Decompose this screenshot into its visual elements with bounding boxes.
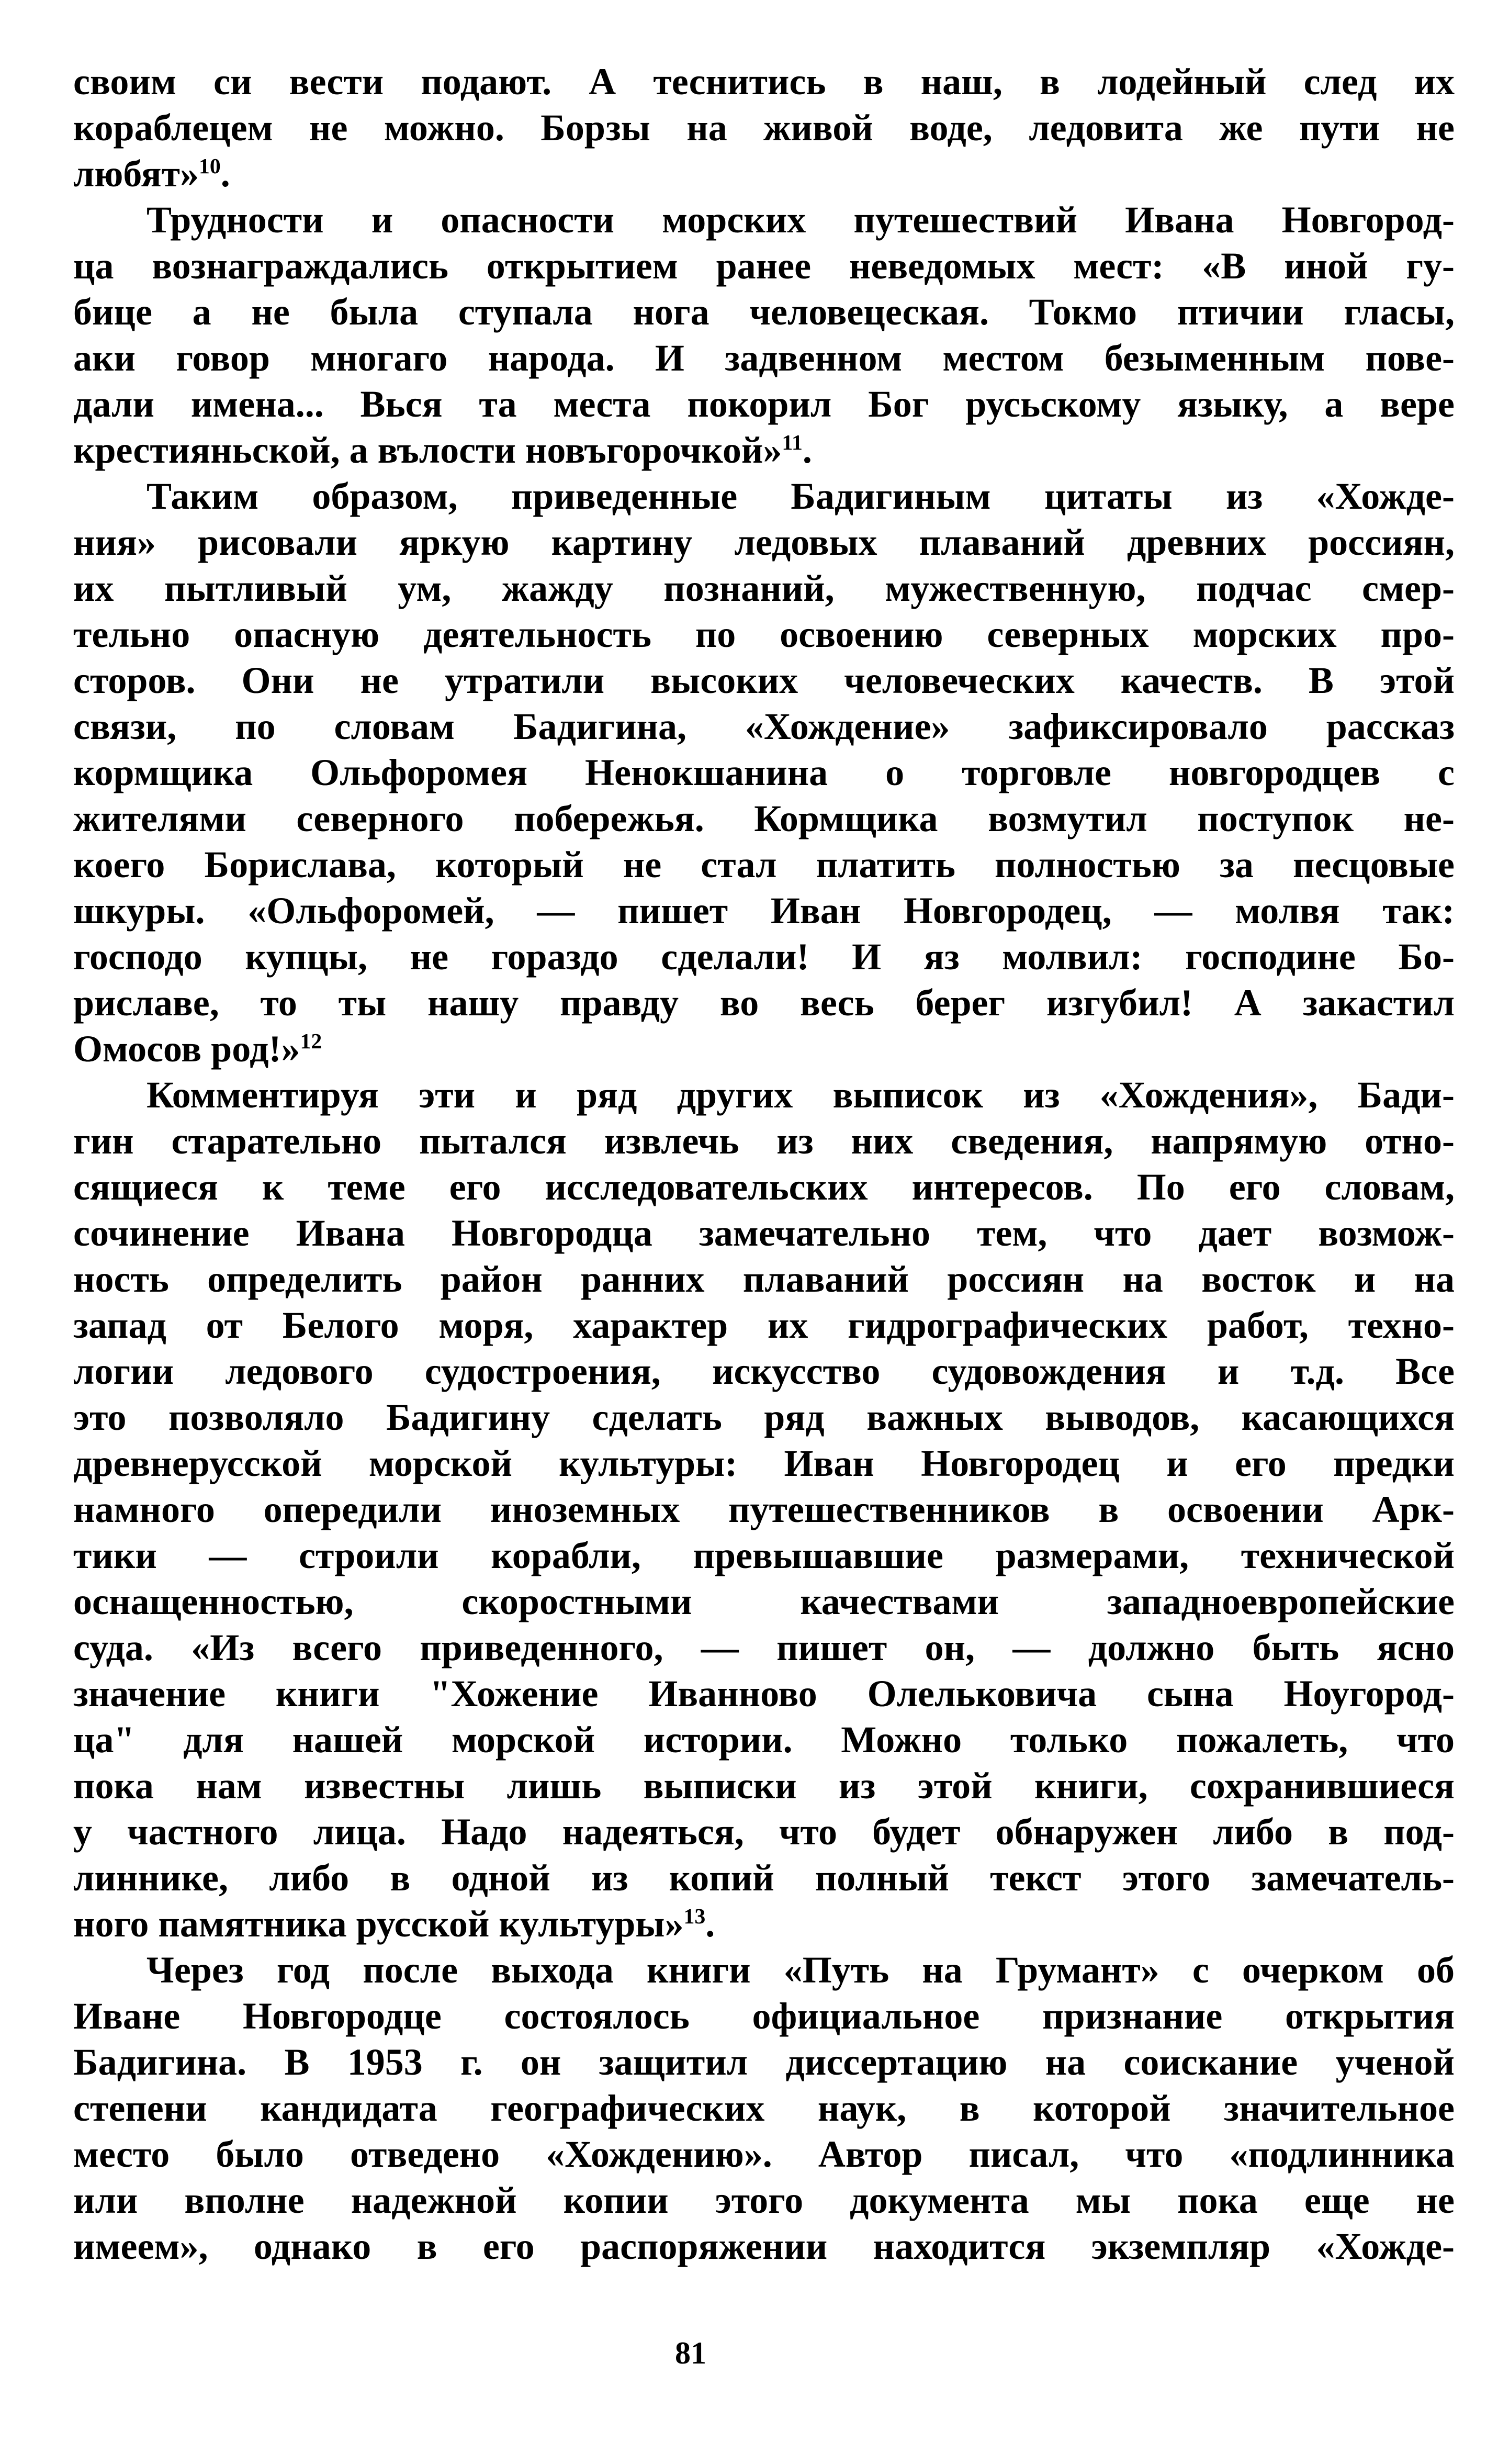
text-line: шкуры. «Ольфоромей, — пишет Иван Новгородец, — молвя так:	[73, 890, 1455, 932]
text-line: аки говор многаго народа. И задвенном местом безыменным пове-	[73, 337, 1455, 379]
text-line: риславе, то ты нашу правду во весь берег изгубил! А закастил	[73, 982, 1455, 1024]
text-line: значение книги "Хожение Иванново Олельковича сына Ноугород-	[73, 1673, 1455, 1715]
footnote-ref: 10	[198, 154, 221, 178]
text-line: Через год после выхода книги «Путь на Грумант» с очерком об	[147, 1949, 1455, 1991]
text-line: Бадигина. В 1953 г. он защитил диссертацию на соискание ученой	[73, 2041, 1455, 2083]
text-line: линнике, либо в одной из копий полный текст этого замечатель-	[73, 1857, 1455, 1899]
text-line: кормщика Ольфоромея Ненокшанина о торговле новгородцев с	[73, 752, 1455, 793]
text-line: или вполне надежной копии этого документа мы пока еще не	[73, 2179, 1455, 2221]
text-line: Иване Новгородце состоялось официальное признание открытия	[73, 1995, 1455, 2037]
text-line: пока нам известны лишь выписки из этой книги, сохранившиеся	[73, 1765, 1455, 1807]
text-line: их пытливый ум, жажду познаний, мужественную, подчас смер-	[73, 567, 1455, 609]
text-line: любят»$^{10}$.	[73, 153, 230, 195]
text-line: у частного лица. Надо надеяться, что будет обнаружен либо в под-	[73, 1811, 1455, 1853]
text-line: намного опередили иноземных путешественников в освоении Арк-	[73, 1488, 1455, 1530]
text-line: ца" для нашей морской истории. Можно только пожалеть, что	[73, 1719, 1455, 1761]
text-line: ного памятника русской культуры»$^{13}$.	[73, 1903, 715, 1945]
text-line: сочинение Ивана Новгородца замечательно тем, что дает возмож-	[73, 1212, 1455, 1254]
text-line: гин старательно пытался извлечь из них сведения, напрямую отно-	[73, 1120, 1455, 1162]
text-line: господо купцы, не гораздо сделали! И яз молвил: господине Бо-	[73, 936, 1455, 978]
text-line: дали имена... Вься та места покорил Бог русьскому языку, а вере	[73, 383, 1455, 425]
text-line: ца вознаграждались открытием ранее неведомых мест: «В иной гу-	[73, 245, 1455, 287]
text-line: Таким образом, приведенные Бадигиным цитаты из «Хожде-	[147, 475, 1455, 517]
text-line: имеем», однако в его распоряжении находится экземпляр «Хожде-	[73, 2225, 1455, 2267]
text-line: логии ледового судостроения, искусство судовождения и т.д. Все	[73, 1350, 1455, 1392]
text-line: тельно опасную деятельность по освоению северных морских про-	[73, 613, 1455, 655]
footnote-ref: 12	[300, 1029, 322, 1054]
text-line: степени кандидата географических наук, в которой значительное	[73, 2087, 1455, 2129]
text-line: своим си вести подают. А теснитись в наш, в лодейный след их	[73, 61, 1455, 103]
text-line: место было отведено «Хождению». Автор писал, что «подлинника	[73, 2133, 1455, 2175]
text-line: Комментируя эти и ряд других выписок из «Хождения», Бади-	[147, 1074, 1455, 1116]
text-line: кораблецем не можно. Борзы на живой воде, ледовита же пути не	[73, 107, 1455, 149]
text-line: жителями северного побережья. Кормщика возмутил поступок не-	[73, 798, 1455, 839]
text-line: древнерусской морской культуры: Иван Новгородец и его предки	[73, 1442, 1455, 1484]
text-line: Трудности и опасности морских путешествий Ивана Новгород-	[147, 199, 1455, 241]
text-line: запад от Белого моря, характер их гидрографических работ, техно-	[73, 1304, 1455, 1346]
text-line: ность определить район ранних плаваний россиян на восток и на	[73, 1258, 1455, 1300]
text-line: это позволяло Бадигину сделать ряд важных выводов, касающихся	[73, 1396, 1455, 1438]
text-line: оснащенностью, скоростными качествами западноевропейские	[73, 1581, 1455, 1622]
text-line: коего Борислава, который не стал платить полностью за песцовые	[73, 844, 1455, 886]
text-line: бице а не была ступала нога человецеская. Токмо птичии гласы,	[73, 291, 1455, 333]
text-line: суда. «Из всего приведенного, — пишет он, — должно быть ясно	[73, 1627, 1455, 1668]
text-line: крестияньской, а вълости новъгорочкой»$^{11}$.	[73, 429, 812, 471]
text-line: сящиеся к теме его исследовательских интересов. По его словам,	[73, 1166, 1455, 1208]
text-line: Омосов род!»$^{12}$	[73, 1028, 322, 1070]
page-number: 81	[675, 2336, 706, 2370]
footnote-ref: 13	[683, 1905, 706, 1929]
text-line: связи, по словам Бадигина, «Хождение» зафиксировало рассказ	[73, 705, 1455, 747]
footnote-ref: 11	[782, 431, 803, 455]
text-line: сторов. Они не утратили высоких человеческих качеств. В этой	[73, 659, 1455, 701]
text-line: тики — строили корабли, превышавшие размерами, технической	[73, 1535, 1455, 1576]
text-block	[73, 59, 1455, 2269]
text-line: ния» рисовали яркую картину ледовых плаваний древних россиян,	[73, 521, 1455, 563]
